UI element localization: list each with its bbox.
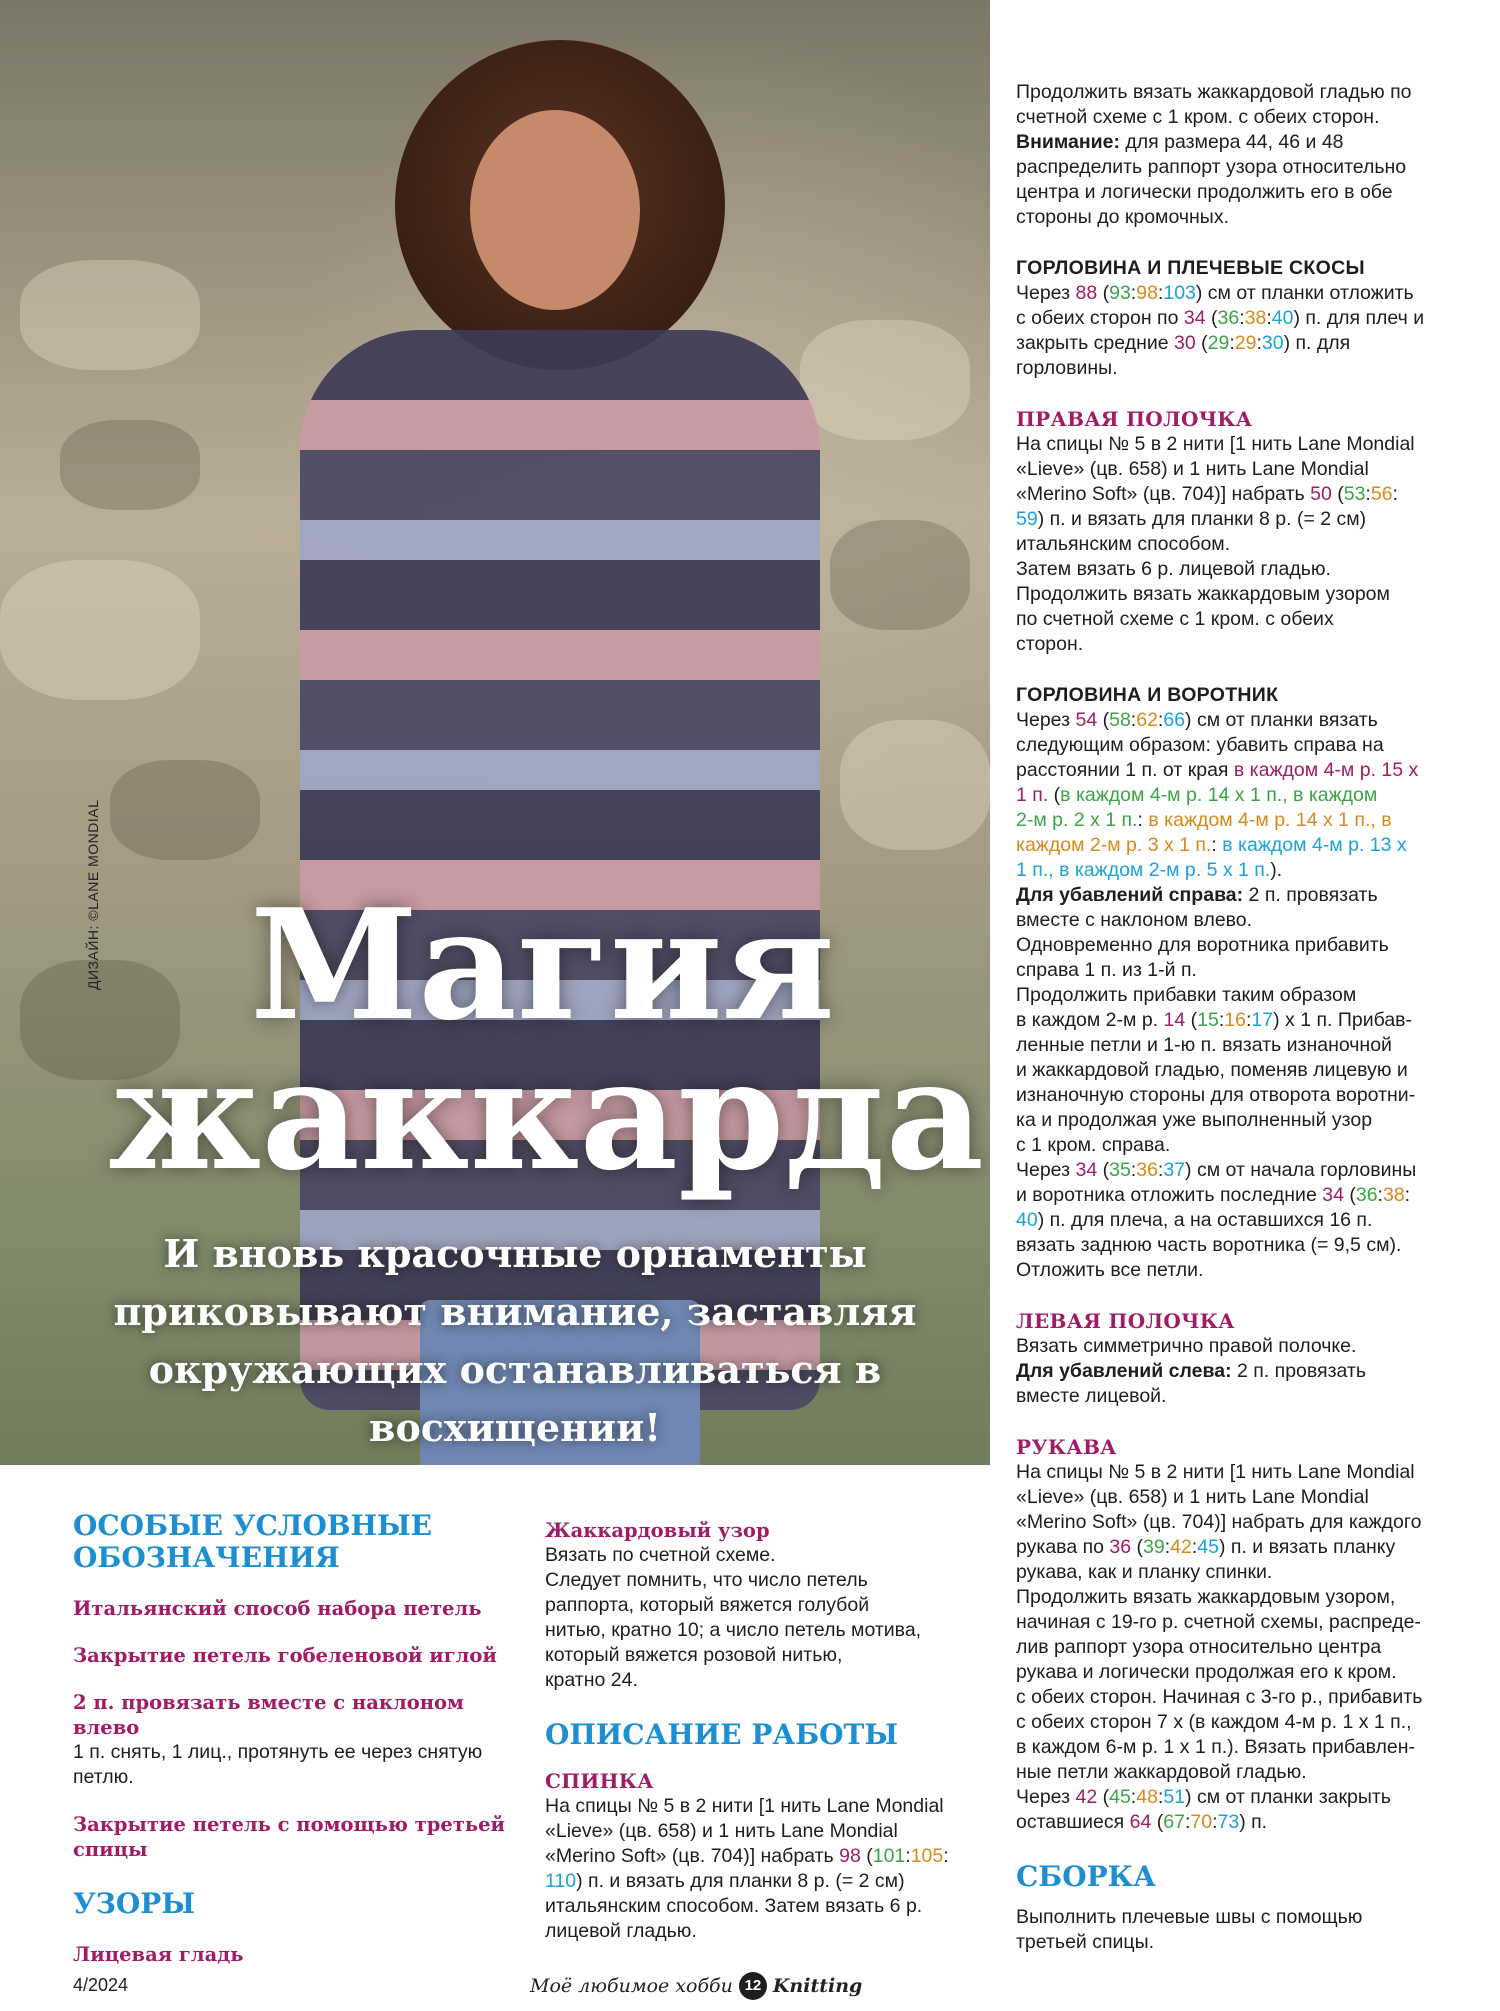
- magazine-name: Моё любимое хобби: [530, 1975, 733, 1997]
- heading-jacquard: Жаккардовый узор: [545, 1519, 770, 1542]
- attention-label: Внимание:: [1016, 131, 1120, 153]
- heading-sleeves: РУКАВА: [1016, 1435, 1117, 1459]
- heading-neck-collar: ГОРЛОВИНА И ВОРОТНИК: [1016, 684, 1279, 706]
- subtitle: И вновь красочные орнаменты приковывают внимание, заставляя окружающих останавливаться в восхищении!: [113, 1231, 917, 1450]
- legend-italian-cast-on: Итальянский способ набора петель: [73, 1597, 482, 1620]
- heading-patterns: УЗОРЫ: [73, 1887, 196, 1920]
- heading-right-front: ПРАВАЯ ПОЛОЧКА: [1016, 407, 1253, 431]
- legend-stockinette: Лицевая гладь: [73, 1943, 244, 1966]
- magazine-footer: [530, 1972, 862, 2000]
- title-line-2: жаккарда: [108, 1025, 985, 1204]
- issue-number: 4/2024: [73, 1975, 129, 1995]
- model-face: [470, 110, 640, 310]
- heading-special-notation: ОСОБЫЕ УСЛОВНЫЕ ОБОЗНАЧЕНИЯ: [73, 1509, 432, 1574]
- heading-neck-shoulders: ГОРЛОВИНА И ПЛЕЧЕВЫЕ СКОСЫ: [1016, 257, 1365, 279]
- legend-tapestry-bind-off: Закрытие петель гобеленовой иглой: [73, 1644, 497, 1667]
- right-column: Продолжить вязать жаккардовой гладью по счетной схеме с 1 кром. с обеих сторон. Внимание: для размера 44, 46 и 48 распределить раппорт узора относительно центра и логически продолжить его в обе стороны до кромочных. ГОРЛОВИНА И ПЛЕЧЕВЫЕ СКОСЫ Через 88 (93:98:103) см от планки отложить с обеих сторон по 34 (36:38:40) п. для плеч и закрыть средние 30 (29:29:30) п. для горловины. ПРАВАЯ ПОЛОЧКА На спицы № 5 в 2 нити [1 нить Lane Mondial «Lieve» (цв. 658) и 1 нить Lane Mondial «Merino Soft» (цв. 704)] набрать 50 (53:56: 59) п. и вязать для планки 8 р. (= 2 см) итальянским способом. Затем вязать 6 р. лицевой гладью. Продолжить вязать жаккардовым узором по счетной схеме с 1 кром. с обеих сторон. ГОРЛОВИНА И ВОРОТНИК Через 54 (58:62:66) см от планки вязать следующим образом: убавить справа на расстоянии 1 п. от края в каждом 4-м р. 15 х 1 п. (в каждом 4-м р. 14 х 1 п., в каждом 2-м р. 2 х 1 п.: в каждом 4-м р. 14 х 1 п., в каждом 2-м р. 3 х 1 п.: в каждом 4-м р. 13 х 1 п., в каждом 2-м р. 5 х 1 п.). Для убавлений справа: 2 п. провязать вместе с наклоном влево. Одновременно для воротника прибавить справа 1 п. из 1-й п. Продолжить прибавки таким образом в каждом 2-м р. 14 (15:16:17) х 1 п. Прибав- ленные петли и 1-ю п. вязать изнаночной и жаккардовой гладью, поменяв лицевую и изнаночную стороны для отворота воротни- ка и продолжая уже выполненный узор с 1 кром. справа. Через 34 (35:36:37) см от начала горловины и воротника отложить последние 34 (36:38: 40) п. для плеча, а на оставшихся 16 п. вязать заднюю часть воротника (= 9,5 см). Отложить все петли. ЛЕВАЯ ПОЛОЧКА Вязать симметрично правой полочке. Для убавлений слева: 2 п. провязать вместе лицевой. РУКАВА На спицы № 5 в 2 нити [1 нить Lane Mondial «Lieve» (цв. 658) и 1 нить Lane Mondial «Merino Soft» (цв. 704)] набрать для каждого рукава по 36 (39:42:45) п. и вязать планку рукава, как и планку спинки. Продолжить вязать жаккардовым узором, начиная с 19-го р. счетной схемы, распреде- лив раппорт узора относительно центра рукава и логически продолжая его к кром. с обеих сторон. Начиная с 3-го р., прибавить с обеих сторон 7 х (в каждом 4-м р. 1 х 1 п., в каждом 6-м р. 1 х 1 п.). Вязать прибавлен- ные петли жаккардовой гладью. Через 42 (45:48:51) см от планки закрыть оставшиеся 64 (67:70:73) п. СБОРКА Выполнить плечевые швы с помощью третьей спицы.: [1016, 80, 1466, 1955]
- hero-photo: [0, 0, 990, 1465]
- photo-credit: ДИЗАЙН: ©LANE MONDIAL: [85, 799, 101, 990]
- heading-work-description: ОПИСАНИЕ РАБОТЫ: [545, 1718, 899, 1751]
- title-line-1: Магия: [250, 875, 835, 1054]
- page-number: 12: [739, 1972, 767, 2000]
- legend-three-needle-bind-off: Закрытие петель с помощью третьей спицы: [73, 1813, 505, 1861]
- left-column: ОСОБЫЕ УСЛОВНЫЕ ОБОЗНАЧЕНИЯ Итальянский способ набора петель Закрытие петель гобеленовой иглой 2 п. провязать вместе с наклоном влево 1 п. снять, 1 лиц., протянуть ее через снятую петлю. Закрытие петель с помощью третьей спицы УЗОРЫ Лицевая гладь: [73, 1510, 513, 1967]
- heading-back: СПИНКА: [545, 1769, 654, 1793]
- legend-k2tog-left: 2 п. провязать вместе с наклоном влево: [73, 1691, 464, 1739]
- heading-assembly: СБОРКА: [1016, 1860, 1156, 1893]
- brand-name: Knitting: [772, 1975, 863, 1997]
- middle-column: Жаккардовый узор Вязать по счетной схеме. Следует помнить, что число петель раппорта, который вяжется голубой нитью, кратно 10; а число петель мотива, который вяжется розовой нитью, кратно 24. ОПИСАНИЕ РАБОТЫ СПИНКА На спицы № 5 в 2 нити [1 нить Lane Mondial «Lieve» (цв. 658) и 1 нить Lane Mondial «Merino Soft» (цв. 704)] набрать 98 (101:105: 110) п. и вязать для планки 8 р. (= 2 см) итальянским способом. Затем вязать 6 р. лицевой гладью.: [545, 1518, 985, 1944]
- heading-left-front: ЛЕВАЯ ПОЛОЧКА: [1016, 1309, 1235, 1333]
